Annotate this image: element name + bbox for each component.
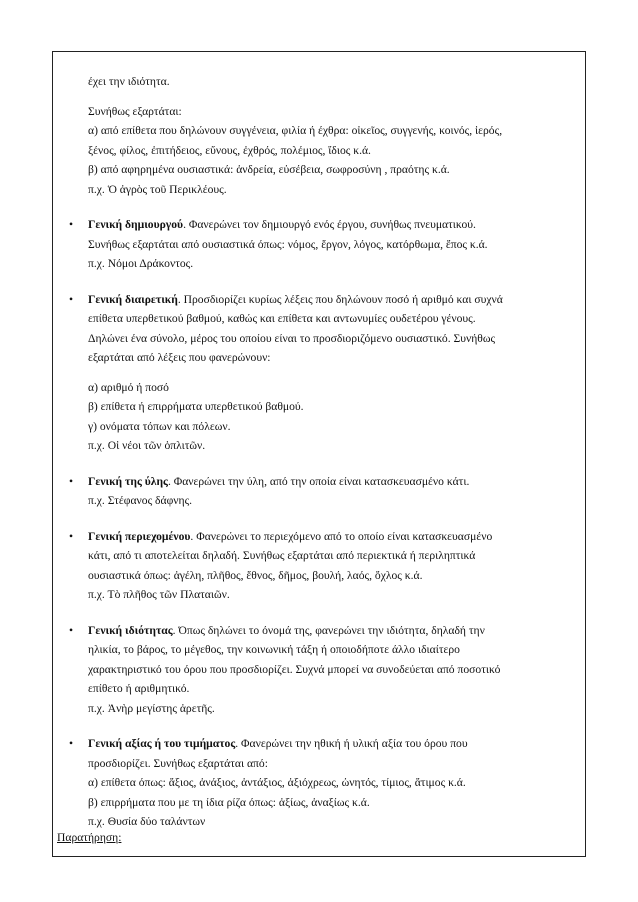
- list-item: [68, 527, 568, 605]
- bullet-line: π.χ. Θυσία δύο ταλάντων: [88, 815, 206, 828]
- intro-line: π.χ. Ὁ ἀγρὸς τοῦ Περικλέους.: [88, 182, 227, 196]
- bullet-term: Γενική περιεχομένου: [88, 529, 191, 543]
- bullet-icon: •: [68, 474, 74, 488]
- bullet-line: επίθετο ή αριθμητικό.: [88, 682, 190, 695]
- intro-block: [88, 72, 568, 199]
- bullet-icon: •: [68, 292, 74, 306]
- bullet-text: . Φανερώνει το περιεχόμενο από το οποίο είναι κατασκευασμένο: [190, 529, 493, 543]
- list-item: [68, 734, 568, 832]
- bullet-line: β) επιρρήματα που με τη ίδια ρίζα όπως: ἀξίως, ἀναξίως κ.ά.: [88, 795, 370, 809]
- intro-line: ξένος, φίλος, ἐπιτήδειος, εὔνους, ἐχθρός, πολέμιος, ἴδιος κ.ά.: [88, 143, 371, 157]
- bullet-line: κάτι, από τι αποτελείται δηλαδή. Συνήθως εξαρτάται από περιεκτικά ή περιληπτικά: [88, 549, 476, 562]
- bullet-line: π.χ. Οἱ νέοι τῶν ὁπλιτῶν.: [88, 439, 206, 452]
- bullet-icon: •: [68, 529, 74, 543]
- bullet-icon: •: [68, 737, 74, 750]
- bullet-line: εξαρτάται από λέξεις που φανερώνουν:: [88, 351, 271, 364]
- bullet-line: γ) ονόματα τόπων και πόλεων.: [88, 419, 231, 433]
- note-heading: Παρατήρηση:: [57, 831, 122, 844]
- bullet-line: π.χ. Ἀνὴρ μεγίστης ἀρετῆς.: [88, 701, 215, 715]
- bullet-text: . Όπως δηλώνει το όνομά της, φανερώνει την ιδιότητα, δηλαδή την: [172, 623, 485, 637]
- bullet-line: ηλικία, το βάρος, το μέγεθος, την κοινωνική τάξη ή οποιοδήποτε άλλο ιδιαίτερο: [88, 643, 460, 656]
- bullet-icon: •: [68, 623, 74, 637]
- bullet-line: χαρακτηριστικό του όρου που προσδιορίζει. Συχνά μπορεί να συνοδεύεται από ποσοτικό: [88, 662, 501, 676]
- bullet-line: Συνήθως εξαρτάται από ουσιαστικά όπως: νόμος, ἔργον, λόγος, κατόρθωμα, ἔπος κ.ά.: [88, 237, 488, 251]
- intro-line: α) από επίθετα που δηλώνουν συγγένεια, φιλία ή έχθρα: οἰκεῖος, συγγενής, κοινός, ἱερός,: [88, 124, 503, 137]
- list-item: [68, 215, 568, 274]
- bullet-line: β) επίθετα ή επιρρήματα υπερθετικού βαθμού.: [88, 400, 304, 413]
- bullet-term: Γενική της ύλης: [88, 474, 168, 488]
- bullet-term: Γενική ιδιότητας: [88, 623, 173, 637]
- bullet-line: Δηλώνει ένα σύνολο, μέρος του οποίου είναι το προσδιοριζόμενο ουσιαστικό. Συνήθως: [88, 331, 496, 345]
- bullet-text: . Προσδιορίζει κυρίως λέξεις που δηλώνουν ποσό ή αριθμό και συχνά: [177, 292, 503, 306]
- bullet-line: π.χ. Τὸ πλῆθος τῶν Πλαταιῶν.: [88, 588, 230, 601]
- bullet-text: . Φανερώνει την ηθική ή υλική αξία του όρου που: [235, 737, 468, 750]
- bullet-text: . Φανερώνει την ύλη, από την οποία είναι κατασκευασμένο κάτι.: [167, 474, 470, 488]
- intro-line: Συνήθως εξαρτάται:: [88, 104, 182, 118]
- intro-line: έχει την ιδιότητα.: [88, 75, 170, 88]
- intro-line: β) από αφηρημένα ουσιαστικά: ἀνδρεία, εὐσέβεια, σωφροσύνη , πραότης κ.ά.: [88, 163, 450, 176]
- bullet-text: . Φανερώνει τον δημιουργό ενός έργου, συνήθως πνευματικού.: [183, 218, 476, 231]
- document-body: [68, 72, 568, 832]
- bullet-line: α) αριθμό ή ποσό: [88, 380, 169, 394]
- list-item: [68, 472, 568, 511]
- bullet-term: Γενική δημιουργού: [88, 218, 184, 231]
- bullet-line: ουσιαστικά όπως: ἀγέλη, πλῆθος, ἔθνος, δῆμος, βουλή, λαός, ὄχλος κ.ά.: [88, 568, 423, 582]
- bullet-line: π.χ. Νόμοι Δράκοντος.: [88, 257, 194, 270]
- bullet-line: α) επίθετα όπως: ἄξιος, ἀνάξιος, ἀντάξιος, ἀξιόχρεως, ὠνητός, τίμιος, ἄτιμος κ.ά.: [88, 776, 466, 789]
- list-item: [68, 290, 568, 456]
- bullet-icon: •: [68, 218, 74, 231]
- list-item: [68, 621, 568, 719]
- bullet-line: π.χ. Στέφανος δάφνης.: [88, 494, 193, 507]
- bullet-line: προσδιορίζει. Συνήθως εξαρτάται από:: [88, 756, 268, 770]
- bullet-term: Γενική αξίας ή του τιμήματος: [88, 737, 236, 750]
- bullet-line: επίθετα υπερθετικού βαθμού, καθώς και επίθετα και αντωνυμίες ουδετέρου γένους.: [88, 312, 476, 325]
- bullet-term: Γενική διαιρετική: [88, 292, 178, 306]
